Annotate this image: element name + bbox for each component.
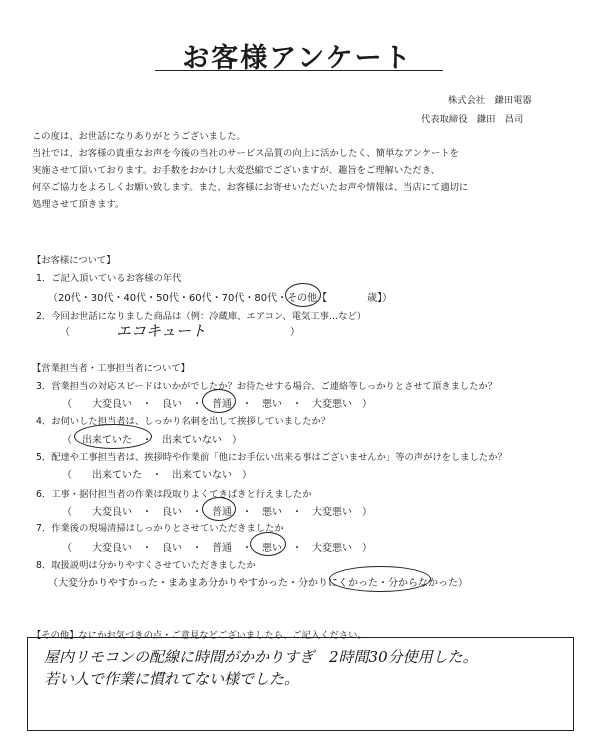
question-2: 2．今回お世話になりました商品は（例：冷蔵庫、エアコン、電気工事…など）: [36, 311, 367, 322]
question-5: 5．配達や工事担当者は、挨拶時や作業前「他にお手伝い出来る事はございませんか」等の声がけをしましたか？: [36, 452, 507, 463]
question-2-paren-open: （: [60, 327, 70, 338]
intro-line-2: 当社では、お客様の貴重なお声を今後の当社のサービス品質の向上に活かしたく、簡単なアンケートを: [32, 148, 459, 159]
answer-circle-q3: [202, 389, 236, 413]
intro-line-5: 処理させて頂きます。: [32, 199, 125, 210]
question-4-options: （ 出来ていた ・ 出来ていない ）: [62, 435, 242, 446]
section-staff-heading: 【営業担当者・工事担当者について】: [32, 363, 190, 374]
question-8-options: （大変分かりやすかった・まあまあ分かりやすかった・分かりにくかった・分からなかった）: [48, 578, 468, 589]
question-5-options: （ 出来ていた ・ 出来ていない ）: [62, 470, 252, 481]
question-7-options: （ 大変良い ・ 良い ・ 普通 ・ 悪い ・ 大変悪い ）: [62, 543, 372, 554]
question-2-answer: エコキュート: [116, 322, 207, 340]
company-representative: 代表取締役 鎌田 昌司: [421, 114, 524, 125]
comment-line-2: 若い人で作業に慣れてない様でした。: [44, 670, 300, 688]
comment-line-1: 屋内リモコンの配線に時間がかかりすぎ 2時間30分使用した。: [44, 648, 478, 666]
section-customer-heading: 【お客様について】: [32, 255, 116, 266]
other-heading: 【その他】なにかお気づきの点・ご意見などございましたら、ご記入ください。: [32, 630, 367, 641]
answer-circle-70s: [285, 283, 321, 307]
title-underline: [155, 70, 443, 71]
question-1-options: （20代・30代・40代・50代・60代・70代・80代・その他【 歳】）: [48, 293, 393, 304]
intro-line-3: 実施させて頂いております。お手数をおかけし大変恐縮でございますが、趣旨をご理解いただき、: [32, 165, 440, 176]
question-2-paren-close: ）: [290, 327, 300, 338]
question-6: 6．工事・据付担当者の作業は段取りよくてきぱきと行えましたか: [36, 489, 312, 500]
question-3: 3．営業担当の対応スピードはいかがでしたか？お待たせする場合、ご連絡等しっかりとさせて頂きましたか？: [36, 381, 498, 392]
company-name: 株式会社 鎌田電器: [448, 95, 532, 106]
intro-line-4: 何卒ご協力をよろしくお願い致します。また、お客様にお寄せいただいたお声や情報は、当店にて適切に: [32, 182, 469, 193]
question-8: 8．取扱説明は分かりやすくさせていただきましたか: [36, 560, 256, 571]
answer-circle-q8: [329, 566, 431, 592]
answer-circle-q4: [74, 424, 152, 449]
intro-line-1: この度は、お世話になりありがとうございました。: [32, 131, 246, 142]
question-7: 7．作業後の現場清掃はしっかりとさせていただきましたか: [36, 523, 284, 534]
answer-circle-q7: [250, 532, 286, 556]
answer-circle-q6: [202, 497, 236, 521]
question-4: 4．お伺いした担当者は、しっかり名刺を出して挨拶していましたか？: [36, 416, 331, 427]
survey-title: お客様アンケート: [182, 43, 413, 74]
question-3-options: （ 大変良い ・ 良い ・ 普通 ・ 悪い ・ 大変悪い ）: [62, 399, 372, 410]
question-1: 1．ご記入頂いているお客様の年代: [36, 273, 182, 284]
question-6-options: （ 大変良い ・ 良い ・ 普通 ・ 悪い ・ 大変悪い ）: [62, 507, 372, 518]
